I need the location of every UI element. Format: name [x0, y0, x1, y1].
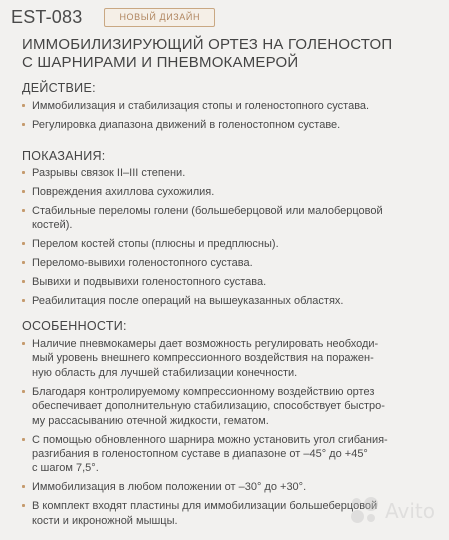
- list-item: [22, 294, 442, 308]
- list-item-line: Наличие пневмокамеры дает возможность регулировать необходи-: [32, 338, 379, 350]
- list-item-line: обеспечивает дополнительную стабилизацию, способствует быстро-: [32, 400, 385, 413]
- list-item-line: Перелом костей стопы (плюсны и предплюсны).: [32, 238, 279, 251]
- bullet-icon: [22, 104, 25, 107]
- action-list: [22, 99, 442, 133]
- bullet-icon: [22, 390, 25, 393]
- list-item-line: Разрывы связок II–III степени.: [32, 167, 186, 179]
- indications-heading: ПОКАЗАНИЯ:: [22, 149, 106, 163]
- list-item: [22, 256, 442, 270]
- avito-watermark: [350, 496, 435, 526]
- product-title: [22, 36, 442, 72]
- watermark-text: Avito: [385, 499, 435, 523]
- product-title-line-1: ИММОБИЛИЗИРУЮЩИЙ ОРТЕЗ НА ГОЛЕНОСТОП: [22, 36, 393, 53]
- bullet-icon: [22, 190, 25, 193]
- list-item-line: му рассасыванию отечной жидкости, гематом.: [32, 414, 269, 427]
- list-item-line: Вывихи и подвывихи голеностопного сустава.: [32, 276, 267, 289]
- features-heading: ОСОБЕННОСТИ:: [22, 319, 127, 333]
- list-item-line: С помощью обновленного шарнира можно установить угол сгибания-: [32, 433, 388, 446]
- list-item-line: костей).: [32, 219, 73, 232]
- list-item: [22, 337, 442, 380]
- list-item: [22, 204, 442, 233]
- list-item-line: ную область для лучшей стабилизации конечности.: [32, 366, 298, 379]
- avito-logo-icon: [350, 496, 380, 526]
- bullet-icon: [22, 171, 25, 174]
- list-item-line: мый уровень внешнего компрессионного воздействия на поражен-: [32, 352, 374, 365]
- bullet-icon: [22, 209, 25, 212]
- list-item-text: Регулировка диапазона движений в голеностопном суставе.: [32, 119, 341, 132]
- bullet-icon: [22, 342, 25, 345]
- list-item: [22, 385, 442, 428]
- bullet-icon: [22, 242, 25, 245]
- list-item-line: Стабильные переломы голени (большеберцовой или малоберцовой: [32, 205, 383, 217]
- new-design-badge: НОВЫЙ ДИЗАЙН: [104, 8, 215, 27]
- list-item-line: Повреждения ахиллова сухожилия.: [32, 186, 215, 198]
- bullet-icon: [22, 438, 25, 441]
- list-item: [22, 480, 442, 494]
- header: [11, 4, 215, 30]
- list-item-line: Переломо-вывихи голеностопного сустава.: [32, 257, 253, 270]
- list-item-line: В комплект входят пластины для иммобилизации большеберцовой: [32, 500, 378, 513]
- bullet-icon: [22, 485, 25, 488]
- list-item: [22, 166, 442, 180]
- list-item-line: Благодаря контролируемому компрессионному воздействию ортез: [32, 385, 375, 398]
- bullet-icon: [22, 280, 25, 283]
- action-heading: ДЕЙСТВИЕ:: [22, 81, 96, 95]
- list-item: [22, 237, 442, 251]
- bullet-icon: [22, 261, 25, 264]
- list-item: [22, 433, 442, 476]
- list-item-line: Реабилитация после операций на вышеуказанных областях.: [32, 295, 344, 308]
- list-item: [22, 185, 442, 199]
- indications-list: [22, 166, 442, 309]
- list-item-line: Иммобилизация в любом положении от –30° до +30°.: [32, 481, 307, 494]
- list-item: [22, 118, 442, 132]
- list-item-line: с шагом 7,5°.: [32, 462, 99, 475]
- model-code: EST-083: [11, 6, 83, 27]
- bullet-icon: [22, 123, 25, 126]
- product-title-line-2: С ШАРНИРАМИ И ПНЕВМОКАМЕРОЙ: [22, 54, 299, 71]
- bullet-icon: [22, 299, 25, 302]
- list-item-line: разгибания в голеностопном суставе в диапазоне от –45° до +45°: [32, 448, 368, 461]
- bullet-icon: [22, 504, 25, 507]
- list-item-line: кости и икроножной мышцы.: [32, 514, 178, 527]
- list-item: [22, 99, 442, 113]
- list-item: [22, 275, 442, 289]
- list-item-text: Иммобилизация и стабилизация стопы и голеностопного сустава.: [32, 100, 370, 112]
